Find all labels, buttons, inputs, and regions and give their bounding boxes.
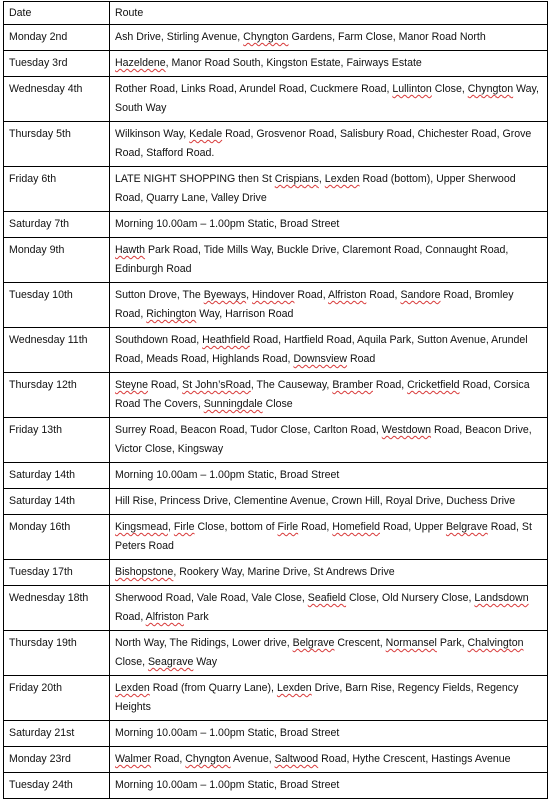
date-cell: Friday 6th bbox=[4, 167, 110, 212]
route-text: Crescent, bbox=[334, 637, 386, 649]
spellcheck-flagged-word: Seagrave bbox=[147, 656, 194, 668]
table-row bbox=[4, 773, 548, 799]
table-row bbox=[4, 721, 548, 747]
route-text: Road, Corsica Road The Covers, bbox=[115, 379, 530, 410]
table-row bbox=[4, 167, 548, 212]
spellcheck-flagged-word: Alfriston bbox=[145, 611, 184, 623]
route-text: Wilkinson Way, bbox=[115, 128, 190, 140]
route-text: North Way, The Ridings, Lower drive, bbox=[115, 637, 293, 649]
route-text: LATE NIGHT SHOPPING then St bbox=[115, 173, 275, 185]
spellcheck-flagged-word: Normansel bbox=[385, 637, 437, 649]
date-cell: Friday 20th bbox=[4, 676, 110, 721]
route-text: Avenue, bbox=[230, 753, 275, 765]
table-row bbox=[4, 25, 548, 51]
spellcheck-flagged-word: Byeways bbox=[203, 289, 247, 301]
spellcheck-flagged-word: St John’sRoad bbox=[182, 379, 251, 391]
route-text: Road, bbox=[372, 379, 408, 391]
spellcheck-flagged-word: Belgrave bbox=[292, 637, 335, 649]
route-text: Road, Beacon Drive, Victor Close, Kingsway bbox=[115, 424, 532, 455]
route-cell bbox=[110, 418, 548, 463]
route-text: Road, bbox=[151, 753, 186, 765]
route-text: Road bbox=[347, 353, 376, 365]
table-row bbox=[4, 51, 548, 77]
route-text: , bbox=[168, 521, 174, 533]
spellcheck-flagged-word: Alfriston bbox=[328, 289, 367, 301]
table-row bbox=[4, 463, 548, 489]
date-cell: Wednesday 11th bbox=[4, 328, 110, 373]
route-cell bbox=[110, 51, 548, 77]
spellcheck-flagged-word: Downsview bbox=[293, 353, 348, 365]
date-cell: Saturday 14th bbox=[4, 489, 110, 515]
table-row bbox=[4, 489, 548, 515]
route-text: , Manor Road South, Kingston Estate, Fairways Estate bbox=[165, 57, 422, 69]
spellcheck-flagged-word: Landsdown bbox=[474, 592, 529, 604]
date-cell: Thursday 12th bbox=[4, 373, 110, 418]
route-text: Road, Hartfield Road, Aquila Park, Sutton Avenue, Arundel Road, Meads Road, Highlands Road, bbox=[115, 334, 528, 365]
route-cell bbox=[110, 721, 548, 747]
route-text: Road (from Quarry Lane), bbox=[149, 682, 277, 694]
route-text: Surrey Road, Beacon Road, Tudor Close, Carlton Road, bbox=[115, 424, 382, 436]
spellcheck-flagged-word: Lexden bbox=[324, 173, 360, 185]
spellcheck-flagged-word: Kedale bbox=[189, 128, 223, 140]
route-cell bbox=[110, 586, 548, 631]
spellcheck-flagged-word: Chyngton bbox=[243, 31, 289, 43]
route-text: Park bbox=[183, 611, 209, 623]
route-text: Road, bbox=[294, 289, 328, 301]
spellcheck-flagged-word: Hindover bbox=[252, 289, 295, 301]
route-text: Close, Old Nursery Close, bbox=[346, 592, 475, 604]
route-schedule-table bbox=[3, 1, 548, 799]
table-row bbox=[4, 586, 548, 631]
route-text: Park, bbox=[436, 637, 468, 649]
route-text: Sutton Drove, The bbox=[115, 289, 204, 301]
route-text: Rother Road, Links Road, Arundel Road, Cuckmere Road, bbox=[115, 83, 393, 95]
spellcheck-flagged-word: Seafield bbox=[307, 592, 347, 604]
date-cell: Saturday 14th bbox=[4, 463, 110, 489]
route-cell bbox=[110, 122, 548, 167]
spellcheck-flagged-word: Lexden bbox=[115, 682, 150, 694]
route-text: Way, Harrison Road bbox=[196, 308, 294, 320]
route-cell bbox=[110, 283, 548, 328]
spellcheck-flagged-word: Hawth bbox=[115, 244, 146, 256]
date-cell: Monday 9th bbox=[4, 238, 110, 283]
date-cell: Monday 2nd bbox=[4, 25, 110, 51]
route-text: Park Road, Tide Mills Way, Buckle Drive, Claremont Road, Connaught Road, Edinburgh Road bbox=[115, 244, 509, 275]
route-text: Ash Drive, Stirling Avenue, bbox=[115, 31, 244, 43]
spellcheck-flagged-word: Bishopstone bbox=[115, 566, 174, 578]
table-row bbox=[4, 77, 548, 122]
spellcheck-flagged-word: Chyngton bbox=[185, 753, 231, 765]
route-cell bbox=[110, 560, 548, 586]
route-column-header: Route bbox=[110, 2, 548, 25]
route-text: Close bbox=[262, 398, 293, 410]
table-row bbox=[4, 122, 548, 167]
spellcheck-flagged-word: Lullinton bbox=[392, 83, 432, 95]
route-cell bbox=[110, 676, 548, 721]
route-cell bbox=[110, 212, 548, 238]
route-text: Southdown Road, bbox=[115, 334, 203, 346]
date-cell: Friday 13th bbox=[4, 418, 110, 463]
route-text: Road, Grosvenor Road, Salisbury Road, Chichester Road, Grove Road, Stafford Road. bbox=[115, 128, 532, 159]
table-row bbox=[4, 373, 548, 418]
spellcheck-flagged-word: Chalvington bbox=[467, 637, 524, 649]
route-cell bbox=[110, 773, 548, 799]
table-row bbox=[4, 631, 548, 676]
spellcheck-flagged-word: Kingsmead bbox=[115, 521, 168, 533]
schedule-document bbox=[3, 1, 547, 799]
date-cell: Monday 16th bbox=[4, 515, 110, 560]
spellcheck-flagged-word: Crispians bbox=[274, 173, 319, 185]
date-cell: Monday 23rd bbox=[4, 747, 110, 773]
date-cell: Tuesday 17th bbox=[4, 560, 110, 586]
route-text: Close, bbox=[431, 83, 468, 95]
spellcheck-flagged-word: Hazeldene bbox=[115, 57, 166, 69]
table-row bbox=[4, 283, 548, 328]
route-text: Road, Upper bbox=[380, 521, 446, 533]
date-cell: Tuesday 3rd bbox=[4, 51, 110, 77]
spellcheck-flagged-word: Firle bbox=[173, 521, 195, 533]
date-cell: Wednesday 18th bbox=[4, 586, 110, 631]
route-cell bbox=[110, 328, 548, 373]
spellcheck-flagged-word: Homefield bbox=[332, 521, 380, 533]
table-row bbox=[4, 515, 548, 560]
date-column-header: Date bbox=[4, 2, 110, 25]
date-cell: Saturday 7th bbox=[4, 212, 110, 238]
table-row bbox=[4, 676, 548, 721]
route-text: Road, Hythe Crescent, Hastings Avenue bbox=[318, 753, 511, 765]
route-text: , bbox=[318, 173, 325, 185]
route-text: Road, St Peters Road bbox=[115, 521, 532, 552]
route-cell bbox=[110, 77, 548, 122]
spellcheck-flagged-word: Westdown bbox=[381, 424, 432, 436]
date-cell: Thursday 5th bbox=[4, 122, 110, 167]
spellcheck-flagged-word: Richington bbox=[146, 308, 197, 320]
route-text: Drive, Barn Rise, Regency Fields, Regency Heights bbox=[115, 682, 519, 713]
route-text: Hill Rise, Princess Drive, Clementine Avenue, Crown Hill, Royal Drive, Duchess Drive bbox=[115, 495, 516, 507]
date-cell: Wednesday 4th bbox=[4, 77, 110, 122]
route-text: Road (bottom), Upper Sherwood Road, Quarry Lane, Valley Drive bbox=[115, 173, 516, 204]
route-cell bbox=[110, 489, 548, 515]
spellcheck-flagged-word: Belgrave bbox=[445, 521, 488, 533]
route-text: Morning 10.00am – 1.00pm Static, Broad Street bbox=[115, 727, 340, 739]
table-body bbox=[4, 25, 548, 799]
route-cell bbox=[110, 373, 548, 418]
spellcheck-flagged-word: Heathfield bbox=[202, 334, 250, 346]
route-text: Sherwood Road, Vale Road, Vale Close, bbox=[115, 592, 308, 604]
route-text: Road, bbox=[115, 611, 146, 623]
spellcheck-flagged-word: Bramber bbox=[332, 379, 373, 391]
date-cell: Tuesday 10th bbox=[4, 283, 110, 328]
route-cell bbox=[110, 463, 548, 489]
route-text: Way bbox=[193, 656, 218, 668]
route-text: Close, bottom of bbox=[194, 521, 278, 533]
route-text: , Rookery Way, Marine Drive, St Andrews Drive bbox=[173, 566, 395, 578]
route-text: Close, bbox=[115, 656, 148, 668]
spellcheck-flagged-word: Lexden bbox=[276, 682, 312, 694]
route-text: Morning 10.00am – 1.00pm Static, Broad Street bbox=[115, 779, 340, 791]
route-cell bbox=[110, 747, 548, 773]
route-text: , bbox=[246, 289, 253, 301]
table-row bbox=[4, 418, 548, 463]
table-row bbox=[4, 560, 548, 586]
spellcheck-flagged-word: Firle bbox=[277, 521, 299, 533]
route-cell bbox=[110, 167, 548, 212]
table-header-row bbox=[4, 2, 548, 25]
spellcheck-flagged-word: Sunningdale bbox=[203, 398, 263, 410]
route-cell bbox=[110, 515, 548, 560]
date-cell: Thursday 19th bbox=[4, 631, 110, 676]
date-cell: Tuesday 24th bbox=[4, 773, 110, 799]
spellcheck-flagged-word: Saltwood bbox=[274, 753, 319, 765]
spellcheck-flagged-word: Walmer bbox=[115, 753, 152, 765]
route-cell bbox=[110, 238, 548, 283]
route-text: , The Causeway, bbox=[250, 379, 333, 391]
route-text: Gardens, Farm Close, Manor Road North bbox=[288, 31, 486, 43]
table-row bbox=[4, 212, 548, 238]
date-cell: Saturday 21st bbox=[4, 721, 110, 747]
route-cell bbox=[110, 631, 548, 676]
table-row bbox=[4, 328, 548, 373]
route-text: Road, bbox=[147, 379, 183, 391]
spellcheck-flagged-word: Chyngton bbox=[467, 83, 514, 95]
route-cell bbox=[110, 25, 548, 51]
spellcheck-flagged-word: Steyne bbox=[115, 379, 148, 391]
route-text: Road, Bromley Road, bbox=[115, 289, 514, 320]
route-text: Road, bbox=[366, 289, 401, 301]
spellcheck-flagged-word: Sandore bbox=[400, 289, 441, 301]
route-text: Way, South Way bbox=[115, 83, 540, 114]
route-text: Morning 10.00am – 1.00pm Static, Broad Street bbox=[115, 218, 340, 230]
route-text: Morning 10.00am – 1.00pm Static, Broad Street bbox=[115, 469, 340, 481]
route-text: Road, bbox=[298, 521, 333, 533]
table-row bbox=[4, 238, 548, 283]
table-row bbox=[4, 747, 548, 773]
spellcheck-flagged-word: Cricketfield bbox=[407, 379, 460, 391]
